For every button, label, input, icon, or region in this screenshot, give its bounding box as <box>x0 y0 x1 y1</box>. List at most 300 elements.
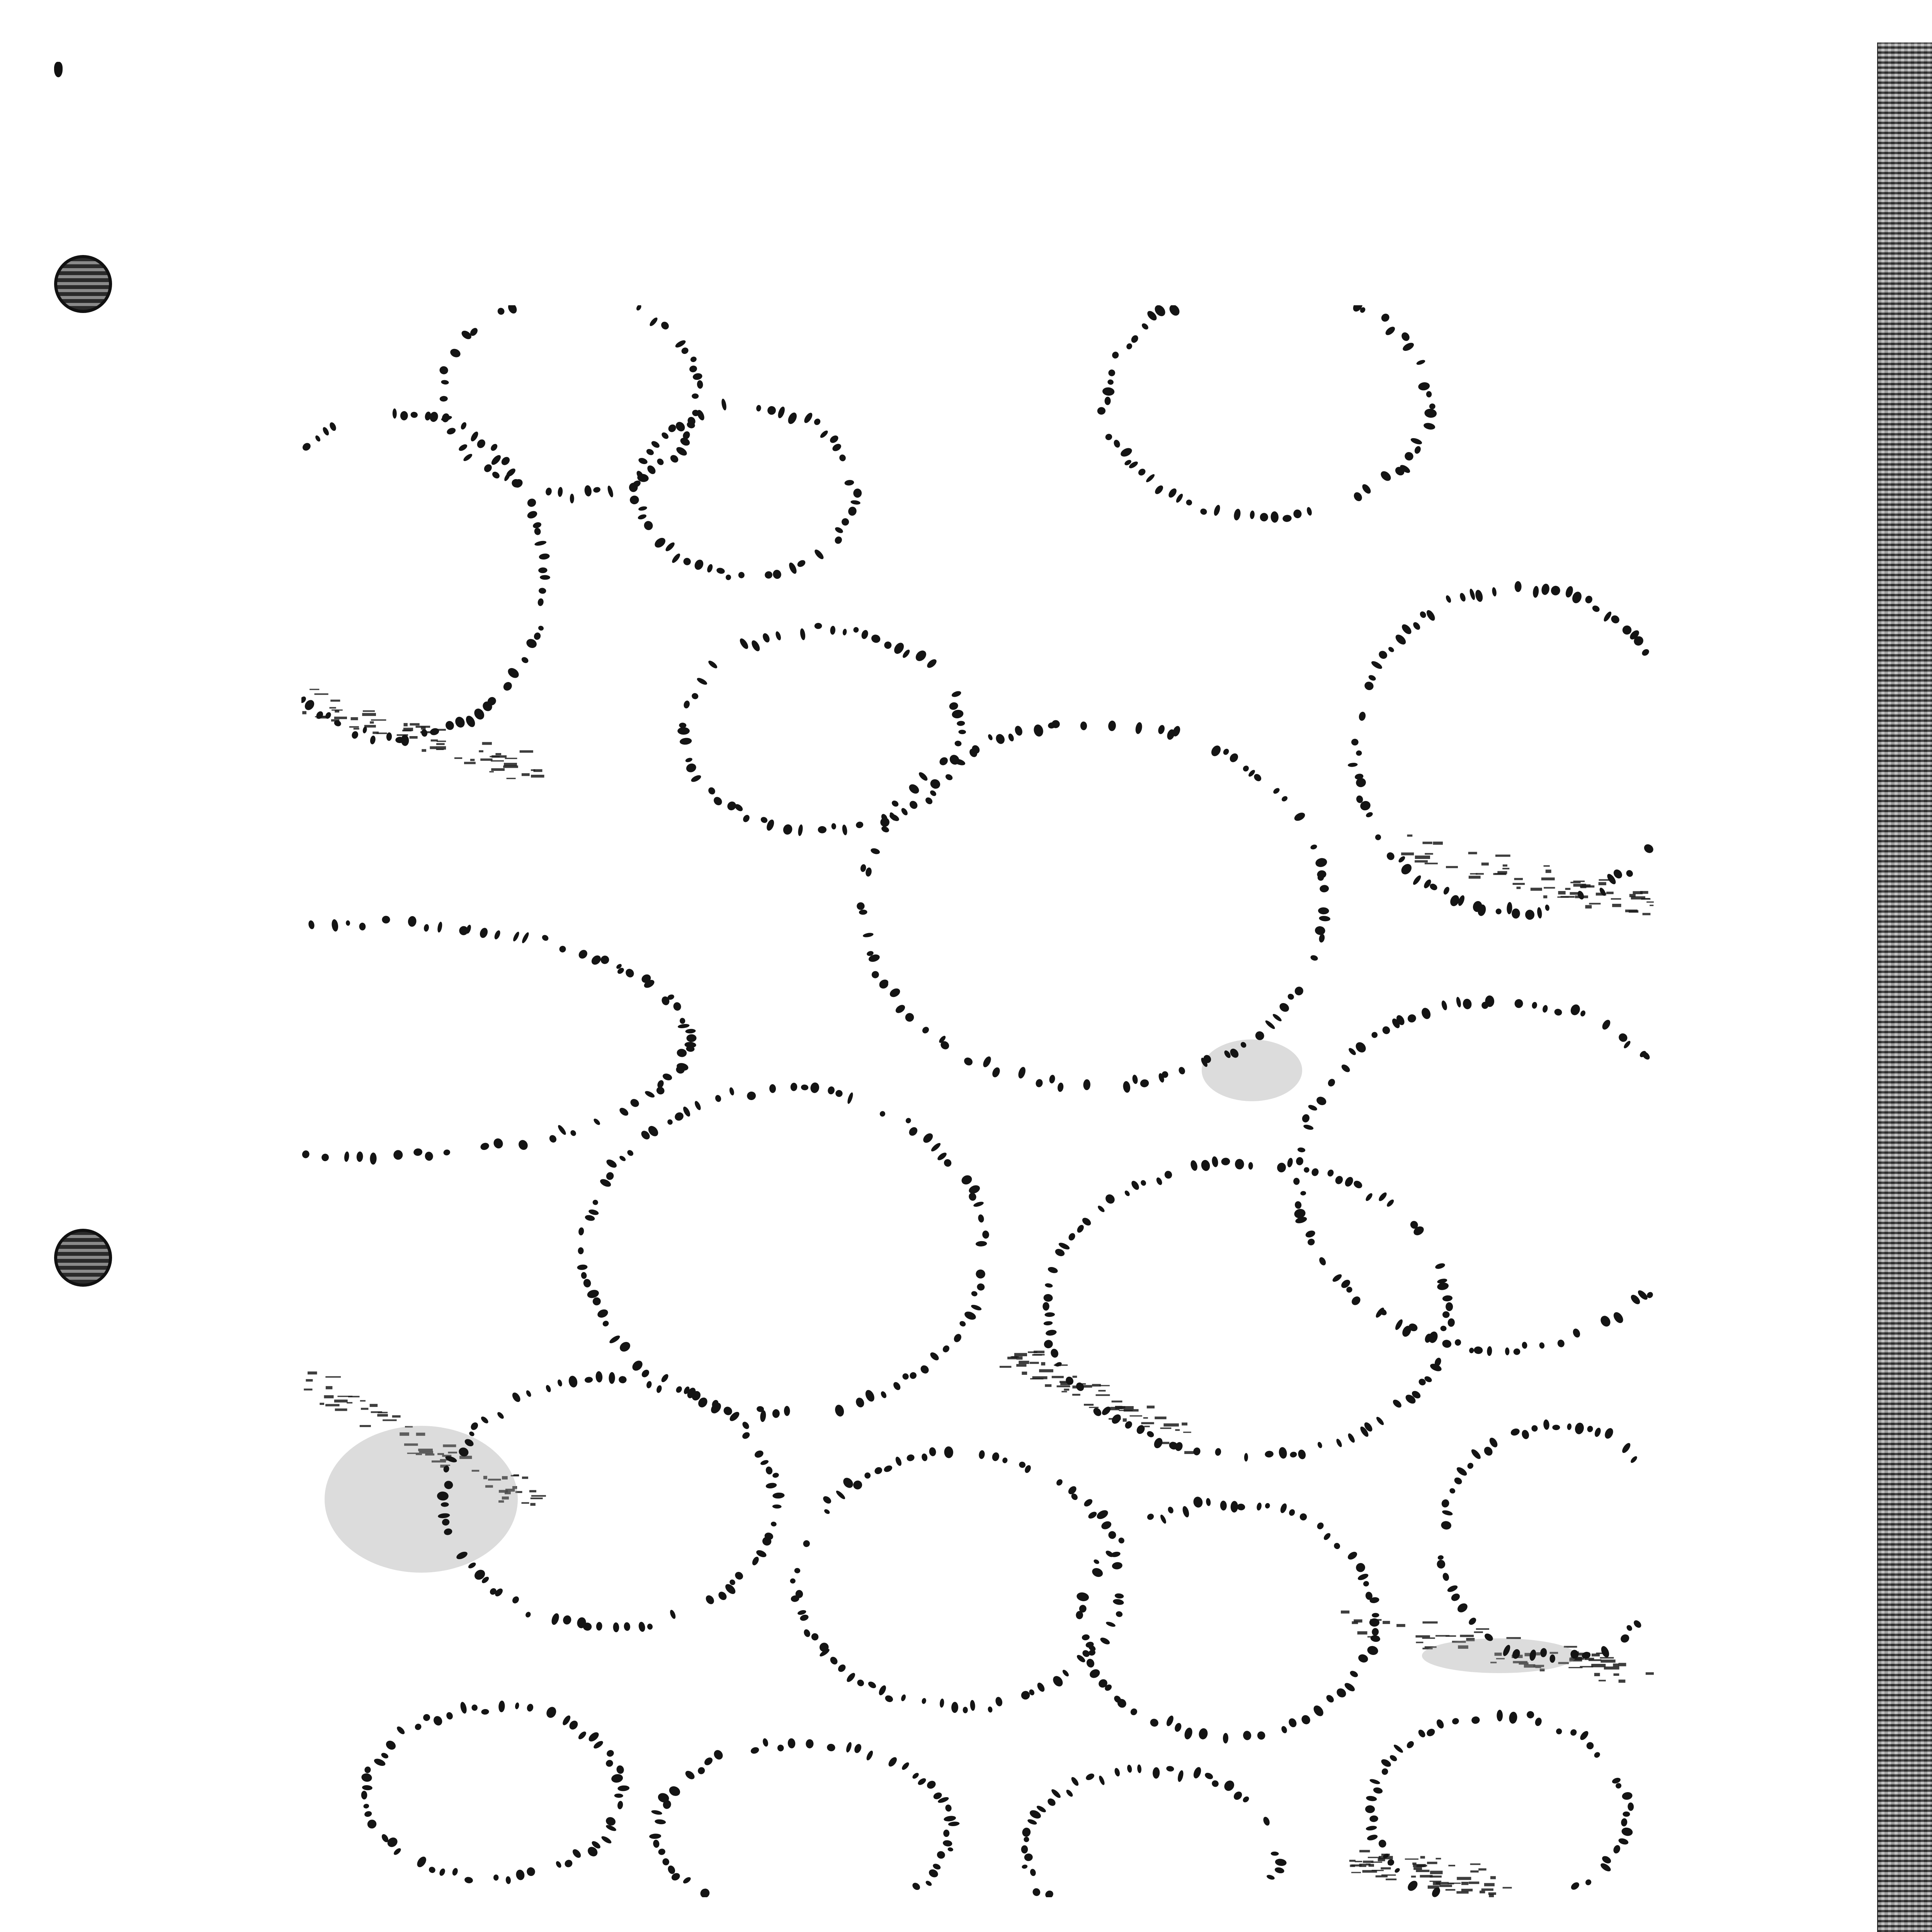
cell-dot <box>538 567 548 573</box>
cell-dot <box>991 1452 1000 1462</box>
cell-dot <box>948 701 959 711</box>
tissue-streak <box>1469 876 1481 879</box>
tissue-streak <box>1611 898 1621 900</box>
cell-dot <box>1132 1074 1138 1084</box>
cell-dot <box>1375 1416 1385 1426</box>
cell-dot <box>1365 811 1374 818</box>
cell-dot <box>769 1084 776 1093</box>
cell-dot <box>786 411 799 425</box>
cell-dot <box>827 1086 835 1095</box>
cell-dot <box>511 1595 520 1605</box>
cell-dot <box>534 540 547 546</box>
tissue-streak <box>1017 1356 1023 1359</box>
cell-dot <box>363 1803 369 1809</box>
cell-dot <box>1512 908 1520 919</box>
cell-dot <box>1211 1779 1220 1788</box>
cell-dot <box>511 1391 522 1403</box>
cell-dot <box>717 1590 728 1602</box>
cell-dot <box>578 1227 584 1236</box>
tissue-streak <box>1416 1635 1430 1638</box>
cell-dot <box>813 548 825 561</box>
cell-dot <box>396 1725 406 1736</box>
cell-dot <box>911 1881 922 1891</box>
cell-dot <box>373 1757 386 1767</box>
cell-dot <box>870 633 882 644</box>
cell-dot <box>1442 1572 1450 1582</box>
cell-dot <box>1587 1425 1594 1433</box>
cell-dot <box>1045 1329 1057 1337</box>
cell-dot <box>1602 611 1613 623</box>
cell-dot <box>1357 1653 1369 1664</box>
cell-dot <box>328 421 337 432</box>
tissue-streak <box>1546 870 1551 873</box>
cell-dot <box>1315 925 1326 935</box>
tissue-streak <box>1495 873 1506 874</box>
cell-dot <box>602 1320 610 1327</box>
cell-dot <box>1274 1866 1285 1874</box>
cell-dot <box>445 1711 454 1721</box>
cell-dot <box>870 847 880 855</box>
cell-dot <box>581 1272 587 1279</box>
cell-dot <box>534 527 542 536</box>
cell-dot <box>1400 622 1413 636</box>
cell-dot <box>595 1371 603 1383</box>
cell-dot <box>1492 587 1497 597</box>
tissue-streak <box>1098 1390 1105 1391</box>
tissue-streak <box>315 693 328 695</box>
cell-dot <box>640 1368 651 1379</box>
cell-dot <box>483 463 493 474</box>
cell-dot <box>1278 1001 1291 1014</box>
tissue-streak <box>1599 1680 1606 1681</box>
cell-dot <box>1104 1192 1116 1206</box>
cell-dot <box>1366 1825 1377 1831</box>
tissue-streak <box>464 762 476 764</box>
cell-dot <box>577 948 589 961</box>
cell-dot <box>1213 504 1221 517</box>
cell-dot <box>802 1539 811 1548</box>
cell-dot <box>1385 851 1396 862</box>
cell-dot <box>1469 1347 1474 1354</box>
cell-dot <box>1365 1805 1375 1813</box>
tissue-streak <box>370 1404 378 1407</box>
cell-dot <box>784 1406 790 1416</box>
cell-dot <box>655 1085 666 1096</box>
tissue-streak <box>1606 892 1614 895</box>
cell-dot <box>1306 1238 1316 1247</box>
cell-dot <box>901 1372 910 1381</box>
cell-dot <box>675 1385 683 1394</box>
cell-dot <box>1264 1502 1270 1509</box>
cell-dot <box>860 864 867 872</box>
tissue-streak <box>470 759 475 761</box>
tissue-streak <box>1591 1664 1605 1667</box>
cell-dot <box>1067 1232 1077 1242</box>
cell-dot <box>432 1714 444 1727</box>
tissue-streak <box>531 1495 546 1497</box>
cell-dot <box>1270 511 1279 523</box>
cell-dot <box>970 1304 982 1311</box>
cell-dot <box>1393 1743 1404 1754</box>
cell-dot <box>1278 1446 1287 1459</box>
tissue-streak <box>372 731 379 734</box>
cell-dot <box>1051 1674 1065 1689</box>
cell-dot <box>1253 772 1263 782</box>
tissue-streak <box>1401 852 1414 855</box>
cell-dot <box>1061 1669 1070 1678</box>
tissue-streak <box>1175 1429 1180 1431</box>
tissue-streak <box>1030 1378 1043 1379</box>
tissue-streak <box>482 742 492 745</box>
cell-dot <box>1380 312 1391 323</box>
cell-dot <box>1440 1520 1452 1530</box>
cell-dot <box>655 1819 666 1825</box>
cell-dot <box>1091 1566 1104 1578</box>
tissue-streak <box>1112 1401 1122 1403</box>
cell-dot <box>1311 1704 1325 1718</box>
cell-dot <box>660 320 670 331</box>
cell-dot <box>1456 1602 1469 1614</box>
cell-dot <box>951 709 964 719</box>
cell-dot <box>1418 381 1430 391</box>
cell-dot <box>1149 1717 1160 1728</box>
micrograph-svg <box>301 305 1654 1897</box>
cell-dot <box>1093 1558 1100 1565</box>
cell-dot <box>1514 999 1524 1009</box>
cell-dot <box>428 1866 436 1874</box>
cell-dot <box>1112 1561 1123 1570</box>
cell-dot <box>1522 1342 1528 1349</box>
cell-dot <box>685 762 697 774</box>
cell-dot <box>799 628 806 640</box>
cell-dot <box>883 1464 893 1473</box>
cell-dot <box>790 1083 798 1091</box>
cell-dot <box>1462 998 1472 1010</box>
cell-dot <box>1371 1628 1379 1636</box>
cell-dot <box>859 910 867 915</box>
cell-dot <box>1232 1790 1244 1801</box>
tissue-streak <box>1433 1882 1440 1885</box>
cell-dot <box>558 487 563 497</box>
cell-dot <box>1288 1508 1296 1517</box>
cell-dot <box>1124 1190 1131 1197</box>
cell-dot <box>1266 1874 1275 1881</box>
cell-dot <box>521 932 530 944</box>
cell-dot <box>1334 1175 1344 1185</box>
cell-dot <box>369 735 376 745</box>
tissue-streak <box>1378 1858 1385 1861</box>
cell-dot <box>907 782 921 796</box>
cell-dot <box>1416 359 1426 366</box>
cell-dot <box>1532 586 1539 598</box>
cell-dot <box>1272 787 1281 795</box>
cell-dot <box>1440 1325 1447 1332</box>
cell-dot <box>846 1092 854 1105</box>
cell-dot <box>1293 509 1302 519</box>
cell-dot <box>1055 1361 1063 1367</box>
cell-dot <box>393 1847 402 1856</box>
cell-dot <box>951 690 962 698</box>
cell-dot <box>1281 795 1288 803</box>
cell-dot <box>1369 1815 1379 1823</box>
cell-dot <box>1364 1192 1374 1202</box>
cell-dot <box>1394 1867 1401 1874</box>
cell-dot <box>583 1278 592 1288</box>
cell-dot <box>1178 1066 1186 1075</box>
tissue-streak <box>1034 1351 1044 1354</box>
cell-dot <box>830 626 836 635</box>
cell-dot <box>895 1456 903 1467</box>
cell-dot <box>917 771 929 782</box>
cell-dot <box>723 1582 737 1596</box>
cell-dot <box>772 1472 779 1478</box>
cell-dot <box>667 1118 674 1126</box>
cell-dot <box>643 520 655 532</box>
tissue-streak <box>1407 835 1413 837</box>
cell-dot <box>364 1810 372 1818</box>
cell-dot <box>1185 498 1193 507</box>
cell-dot <box>1469 588 1476 600</box>
cell-dot <box>948 1821 959 1827</box>
cell-dot <box>943 1830 949 1837</box>
cell-dot <box>555 1860 562 1869</box>
cell-dot <box>900 1694 906 1702</box>
cell-dot <box>1379 469 1393 483</box>
cell-dot <box>982 1230 990 1239</box>
cell-dot <box>977 1214 985 1223</box>
cell-dot <box>1539 1342 1545 1349</box>
cell-dot <box>1233 508 1242 521</box>
cell-dot <box>1265 1451 1274 1458</box>
cell-dot <box>577 1264 588 1270</box>
cell-dot <box>738 637 750 650</box>
tissue-streak <box>1072 1394 1080 1396</box>
cell-dot <box>1287 993 1295 1001</box>
tissue-streak <box>1182 1423 1187 1426</box>
cell-dot <box>1260 513 1269 521</box>
cell-dot <box>533 631 542 641</box>
tissue-streak <box>1349 1860 1355 1862</box>
cell-dot <box>1380 1758 1392 1769</box>
cell-dot <box>1044 1283 1053 1288</box>
cell-dot <box>674 339 687 349</box>
cell-dot <box>1348 762 1358 767</box>
cell-dot <box>588 1209 599 1216</box>
cell-dot <box>650 440 661 449</box>
cell-dot <box>1544 904 1550 911</box>
cell-dot <box>677 1023 690 1029</box>
tissue-streak <box>1433 842 1443 845</box>
cell-dot <box>835 1490 846 1500</box>
cell-dot <box>685 757 693 763</box>
tissue-streak <box>371 719 386 721</box>
cell-dot <box>921 1697 927 1704</box>
cell-dot <box>944 1446 954 1459</box>
cell-dot <box>568 1719 580 1731</box>
cell-dot <box>1070 1776 1080 1787</box>
tissue-streak <box>1599 882 1606 885</box>
cell-dot <box>1214 1448 1221 1456</box>
tissue-streak <box>1376 1875 1388 1877</box>
tissue-streak <box>1359 1864 1366 1867</box>
tissue-streak <box>531 1498 543 1499</box>
cell-dot <box>624 1622 631 1631</box>
cell-dot <box>624 967 636 979</box>
cell-dot <box>1323 1532 1332 1541</box>
cell-dot <box>605 1816 617 1827</box>
cell-dot <box>660 1373 670 1383</box>
cell-dot <box>1014 725 1024 737</box>
cell-dot <box>1552 1425 1560 1430</box>
cell-dot <box>1035 1078 1043 1088</box>
cell-dot <box>929 1447 937 1457</box>
cell-dot <box>1454 1338 1461 1346</box>
cell-dot <box>944 1815 956 1822</box>
cell-dot <box>1036 1681 1046 1693</box>
cell-dot <box>382 916 390 923</box>
cell-dot <box>439 366 449 375</box>
tissue-streak <box>1640 891 1648 894</box>
cell-dot <box>651 1810 662 1816</box>
cell-dot <box>1346 1550 1358 1561</box>
cell-dot <box>626 1149 634 1157</box>
cell-dot <box>1625 869 1634 878</box>
cell-dot <box>1300 1714 1312 1726</box>
cell-dot <box>1114 1593 1124 1599</box>
cell-dot <box>1344 1175 1355 1188</box>
cell-dot <box>703 1756 714 1767</box>
cell-dot <box>469 1421 480 1431</box>
cell-dot <box>629 1097 640 1109</box>
cell-dot <box>413 1148 423 1156</box>
cell-dot <box>1159 1514 1167 1525</box>
binder-hole-top <box>54 255 112 313</box>
cell-dot <box>958 730 966 734</box>
cell-dot <box>680 346 690 355</box>
tissue-streak <box>505 758 517 759</box>
cell-dot <box>741 1431 751 1440</box>
cell-dot <box>803 1628 811 1638</box>
cell-dot <box>1366 1795 1377 1802</box>
tissue-streak <box>522 773 530 776</box>
tissue-streak <box>1484 1883 1495 1886</box>
tissue-streak <box>1425 863 1438 864</box>
cell-dot <box>413 1723 422 1731</box>
cell-dot <box>1104 396 1111 405</box>
cell-dot <box>861 629 869 640</box>
cell-dot <box>692 372 703 381</box>
cell-dot <box>1167 487 1178 499</box>
cell-dot <box>1192 1447 1201 1456</box>
cell-dot <box>1509 1711 1518 1724</box>
cell-dot <box>1002 1457 1008 1464</box>
cell-dot <box>1534 1717 1543 1727</box>
tissue-streak <box>1362 1870 1377 1873</box>
cell-dot <box>439 396 448 401</box>
tissue-streak <box>1643 913 1651 915</box>
tissue-streak <box>1604 1667 1619 1670</box>
cell-dot <box>1531 1002 1537 1009</box>
cell-dot <box>1183 1727 1194 1740</box>
tissue-streak <box>1561 896 1575 898</box>
cell-dot <box>1372 1787 1383 1794</box>
cell-dot <box>441 412 451 423</box>
cell-dot <box>1047 1266 1058 1274</box>
cell-dot <box>1387 646 1395 653</box>
cell-dot <box>738 572 745 578</box>
cell-dot <box>1510 1427 1520 1437</box>
cell-dot <box>537 598 544 606</box>
cell-dot <box>1381 1767 1389 1776</box>
cell-dot <box>834 526 844 534</box>
tissue-streak <box>1371 1862 1383 1863</box>
cell-dot <box>677 727 690 735</box>
cell-dot <box>1198 1728 1208 1740</box>
cell-dot <box>756 405 761 412</box>
cell-dot <box>478 927 489 939</box>
cell-dot <box>819 429 829 439</box>
tissue-streak <box>1420 1856 1425 1859</box>
cell-dot <box>421 729 428 737</box>
cell-dot <box>1222 1779 1236 1793</box>
cell-dot <box>729 1087 735 1096</box>
tissue-streak <box>1016 1364 1026 1367</box>
cell-dot <box>1318 1256 1327 1267</box>
cell-dot <box>1417 1728 1427 1739</box>
tissue-streak <box>1446 1889 1456 1891</box>
cell-dot <box>865 867 872 877</box>
tissue-streak <box>1163 1423 1179 1427</box>
cell-dot <box>1125 342 1133 350</box>
cell-dot <box>1105 433 1113 441</box>
cell-dot <box>960 1173 973 1186</box>
cell-dot <box>707 659 718 670</box>
cell-dot <box>653 536 667 549</box>
tissue-streak <box>1594 1673 1600 1677</box>
tissue-streak <box>325 1376 341 1378</box>
tissue-streak <box>1144 1426 1150 1427</box>
tissue-streak <box>1585 905 1592 908</box>
tissue-streak <box>1064 1389 1069 1391</box>
cell-dot <box>1317 1441 1323 1449</box>
cell-dot <box>1442 1311 1450 1318</box>
cell-dot <box>772 1504 782 1509</box>
cell-dot <box>619 1376 627 1384</box>
cell-dot <box>570 494 574 503</box>
cell-dot <box>454 715 466 729</box>
tissue-streak <box>1368 1857 1381 1858</box>
cell-dot <box>1537 907 1543 919</box>
cell-dot <box>994 733 1006 745</box>
cell-dot <box>1242 1795 1250 1803</box>
cell-dot <box>393 1150 403 1160</box>
cell-dot <box>765 1466 774 1475</box>
cell-dot <box>864 1388 876 1403</box>
cell-dot <box>1442 1509 1453 1516</box>
tissue-streak <box>362 713 376 716</box>
cell-dot <box>917 1777 927 1786</box>
cell-dot <box>903 1011 916 1024</box>
cell-dot <box>1200 1159 1211 1172</box>
cell-dot <box>847 506 857 517</box>
cell-dot <box>1029 1868 1037 1877</box>
cell-dot <box>901 648 911 659</box>
tissue-streak <box>479 750 483 752</box>
tissue-streak <box>1420 1865 1427 1866</box>
cell-dot <box>1044 1312 1055 1317</box>
cell-dot <box>1127 1764 1133 1773</box>
cell-dot <box>646 1381 652 1389</box>
